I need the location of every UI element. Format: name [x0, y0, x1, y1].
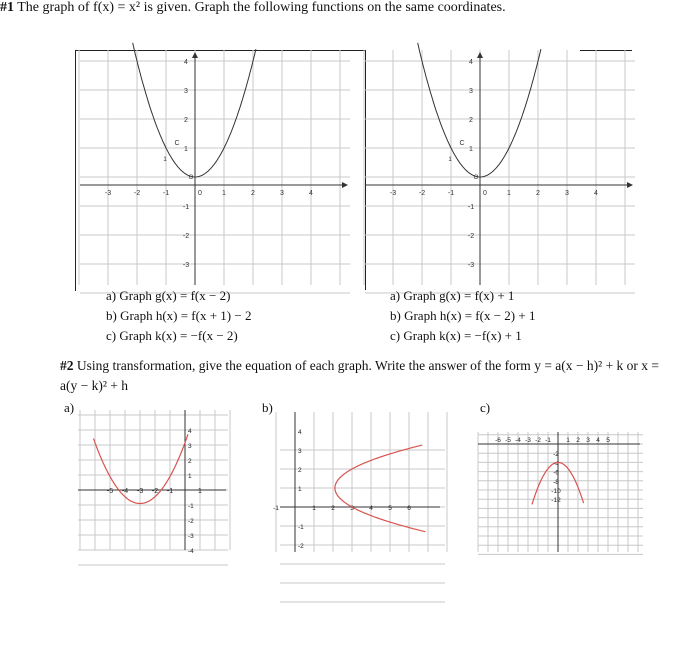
x-tick-label: 0 — [483, 190, 487, 197]
origin-label: O — [188, 175, 194, 181]
y-tick-label: -2 — [188, 518, 194, 525]
left-item-a: a) Graph g(x) = f(x − 2) — [106, 288, 231, 303]
y-tick-label: -1 — [298, 524, 304, 531]
x-tick-label: -3 — [104, 190, 112, 197]
y-tick-label: -3 — [467, 262, 475, 269]
x-tick-label: 3 — [565, 190, 569, 197]
x-tick-label: 1 — [198, 488, 202, 495]
x-tick-label: -4 — [121, 488, 129, 495]
curve-label: C — [174, 140, 180, 148]
y-axis-arrow — [477, 52, 483, 58]
x-tick-label: 1 — [507, 190, 511, 197]
y-tick-label: -1 — [188, 503, 194, 510]
x-tick-label: -5 — [106, 488, 114, 495]
x-tick-label: -1 — [166, 488, 174, 495]
x-tick-label: -1 — [545, 437, 551, 444]
y-tick-label: 2 — [469, 117, 473, 124]
x-tick-label: 2 — [331, 505, 335, 512]
x-tick-label: 4 — [596, 437, 600, 444]
x-tick-label: -3 — [389, 190, 397, 197]
x-tick-label: -3 — [525, 437, 531, 444]
question-1-number: #1 — [0, 0, 14, 15]
x-axis-arrow — [342, 182, 348, 188]
origin-label: O — [473, 175, 479, 181]
x-tick-label: -3 — [136, 488, 144, 495]
x-tick-label: 1 — [566, 437, 570, 444]
y-tick-label: -6 — [553, 469, 559, 477]
x-tick-label: -2 — [133, 190, 141, 197]
parabola-curve — [133, 43, 256, 177]
graph-b — [273, 412, 445, 552]
x-tick-label: -1 — [273, 505, 279, 512]
y-tick-label: 3 — [469, 88, 473, 95]
parabola-curve — [418, 43, 541, 177]
x-tick-label: 1 — [312, 505, 316, 512]
graph-c — [478, 432, 643, 552]
y-tick-label: -12 — [551, 497, 561, 505]
y-tick-label: 4 — [188, 428, 192, 435]
y-tick-label: 2 — [184, 117, 188, 124]
graph-a-label: a) — [64, 400, 75, 415]
x-tick-label: -5 — [505, 437, 511, 444]
x-tick-label: 2 — [251, 190, 255, 197]
y-tick-label: 1 — [298, 486, 302, 493]
y-tick-label: 1 — [184, 146, 188, 153]
x-axis-arrow — [627, 182, 633, 188]
right-item-c: c) Graph k(x) = −f(x) + 1 — [390, 328, 522, 343]
y-tick-label: 1 — [188, 473, 192, 480]
y-tick-label: -8 — [553, 478, 559, 486]
graph-b-label: b) — [262, 400, 273, 415]
y-tick-label: -2 — [298, 543, 304, 550]
x-tick-label: -2 — [151, 488, 159, 495]
y-tick-label: -2 — [467, 233, 475, 240]
x-tick-label: 5 — [388, 505, 392, 512]
y-tick-label: -1 — [467, 204, 475, 211]
y-tick-label: 2 — [298, 467, 302, 474]
y-tick-label: -3 — [182, 262, 190, 269]
x-tick-label: 4 — [594, 190, 598, 197]
graph-c-label: c) — [480, 400, 491, 415]
curve-label-aux: 1 — [163, 156, 167, 163]
x-tick-label: -1 — [447, 190, 455, 197]
y-tick-label: -10 — [551, 488, 561, 495]
question-2-number: #2 — [60, 358, 74, 373]
y-tick-label: 2 — [188, 458, 192, 465]
curve-label-aux: 1 — [448, 156, 452, 163]
y-tick-label: -4 — [188, 548, 194, 555]
graph-a — [78, 410, 228, 555]
y-tick-label: -1 — [182, 204, 190, 211]
left-graph — [80, 50, 350, 285]
question-1-title — [0, 0, 700, 16]
x-tick-label: 4 — [369, 505, 373, 512]
y-axis-arrow — [192, 52, 198, 58]
y-tick-label: 3 — [188, 443, 192, 450]
x-tick-label: -2 — [418, 190, 426, 197]
y-tick-label: -3 — [188, 533, 194, 540]
question-2-text: Using transformation, give the equation of each graph. Write the answer of the form y = a(x − h)² + k or x = a(y − k)² + h — [60, 358, 660, 393]
left-item-b: b) Graph h(x) = f(x + 1) − 2 — [106, 308, 252, 323]
x-tick-label: 6 — [407, 505, 411, 512]
x-tick-label: 3 — [586, 437, 590, 444]
question-2-title — [60, 356, 660, 396]
y-tick-label: 4 — [469, 59, 473, 66]
x-tick-label: 2 — [576, 437, 580, 444]
x-tick-label: 0 — [198, 190, 202, 197]
y-tick-label: -2 — [553, 451, 559, 459]
x-tick-label: 1 — [222, 190, 226, 197]
y-tick-label: -4 — [553, 460, 559, 468]
y-tick-label: 4 — [184, 59, 188, 66]
x-tick-label: 3 — [350, 505, 354, 512]
y-tick-label: 1 — [469, 146, 473, 153]
x-tick-label: 4 — [309, 190, 313, 197]
x-tick-label: -6 — [495, 437, 501, 444]
y-tick-label: -2 — [182, 233, 190, 240]
x-tick-label: -4 — [515, 437, 521, 444]
y-tick-label: 4 — [298, 429, 302, 436]
x-tick-label: 2 — [536, 190, 540, 197]
y-tick-label: 3 — [184, 88, 188, 95]
right-graph — [365, 50, 635, 285]
y-tick-label: 3 — [298, 448, 302, 455]
right-item-a: a) Graph g(x) = f(x) + 1 — [390, 288, 515, 303]
x-tick-label: -1 — [162, 190, 170, 197]
x-tick-label: -2 — [535, 437, 541, 444]
right-item-b: b) Graph h(x) = f(x − 2) + 1 — [390, 308, 536, 323]
x-tick-label: 3 — [280, 190, 284, 197]
x-tick-label: 5 — [606, 437, 610, 444]
curve-label: C — [459, 140, 465, 148]
question-1-text: The graph of f(x) = x² is given. Graph the following functions on the same coordinates. — [17, 0, 506, 15]
left-item-c: c) Graph k(x) = −f(x − 2) — [106, 328, 238, 343]
